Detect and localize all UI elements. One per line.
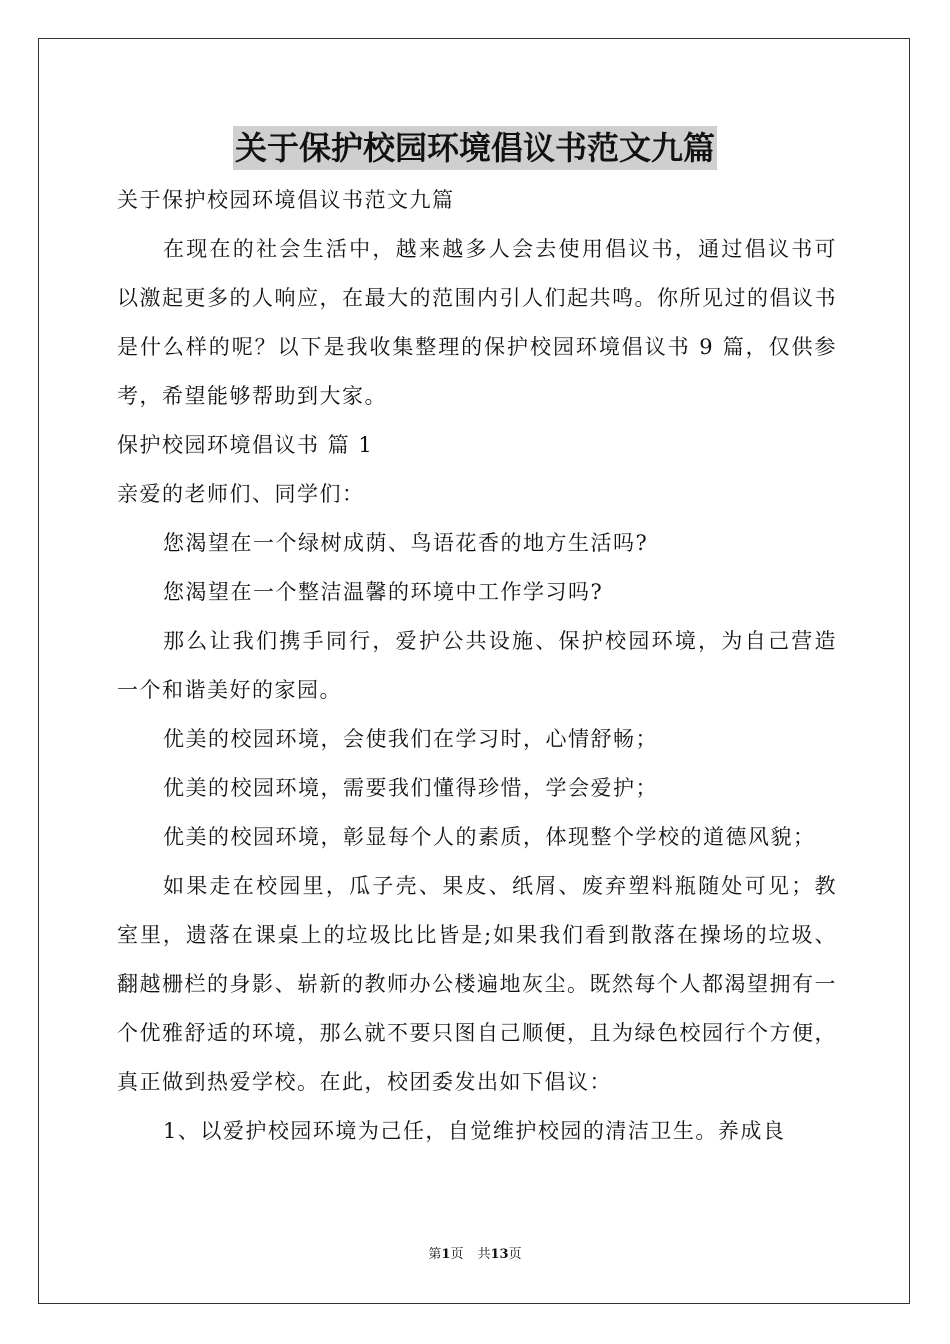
paragraph-subtitle: 关于保护校园环境倡议书范文九篇 <box>117 188 455 212</box>
paragraph: 您渴望在一个绿树成荫、鸟语花香的地方生活吗? <box>163 531 649 555</box>
page-number: 1 <box>441 1247 451 1262</box>
paragraph: 如果走在校园里，瓜子壳、果皮、纸屑、废弃塑料瓶随处可见；教室里，遗落在课桌上的垃圾比比皆是;如果我们看到散落在操场的垃圾、翻越栅栏的身影、崭新的教师办公楼遍地灰尘。既然每个人都渴望拥有一个优雅舒适的环境，那么就不要只图自己顺便，且为绿色校园行个方便，真正做到热爱学校。在此，校团委发出如下倡议： <box>117 874 837 1094</box>
section-heading: 保护校园环境倡议书 篇 1 <box>117 433 374 457</box>
paragraph: 优美的校园环境，需要我们懂得珍惜，学会爱护； <box>163 776 658 800</box>
document-body <box>117 176 837 1156</box>
document-title <box>0 126 950 170</box>
page-footer <box>0 1246 950 1264</box>
document-title-text: 关于保护校园环境倡议书范文九篇 <box>233 126 717 170</box>
paragraph: 您渴望在一个整洁温馨的环境中工作学习吗? <box>163 580 604 604</box>
total-prefix: 共 <box>477 1247 491 1262</box>
paragraph-intro: 在现在的社会生活中，越来越多人会去使用倡议书，通过倡议书可以激起更多的人响应，在最大的范围内引人们起共鸣。你所见过的倡议书是什么样的呢？以下是我收集整理的保护校园环境倡议书 9 篇，仅供参考，希望能够帮助到大家。 <box>117 237 837 408</box>
page-suffix: 页 <box>450 1247 464 1262</box>
salutation: 亲爱的老师们、同学们： <box>117 482 365 506</box>
total-pages: 13 <box>490 1247 509 1262</box>
page-prefix: 第 <box>428 1247 442 1262</box>
total-suffix: 页 <box>508 1247 522 1262</box>
paragraph: 1、以爱护校园环境为己任，自觉维护校园的清洁卫生。养成良 <box>163 1119 786 1143</box>
paragraph: 优美的校园环境，彰显每个人的素质，体现整个学校的道德风貌； <box>163 825 816 849</box>
paragraph: 优美的校园环境，会使我们在学习时，心情舒畅； <box>163 727 658 751</box>
paragraph: 那么让我们携手同行，爱护公共设施、保护校园环境，为自己营造一个和谐美好的家园。 <box>117 629 837 702</box>
